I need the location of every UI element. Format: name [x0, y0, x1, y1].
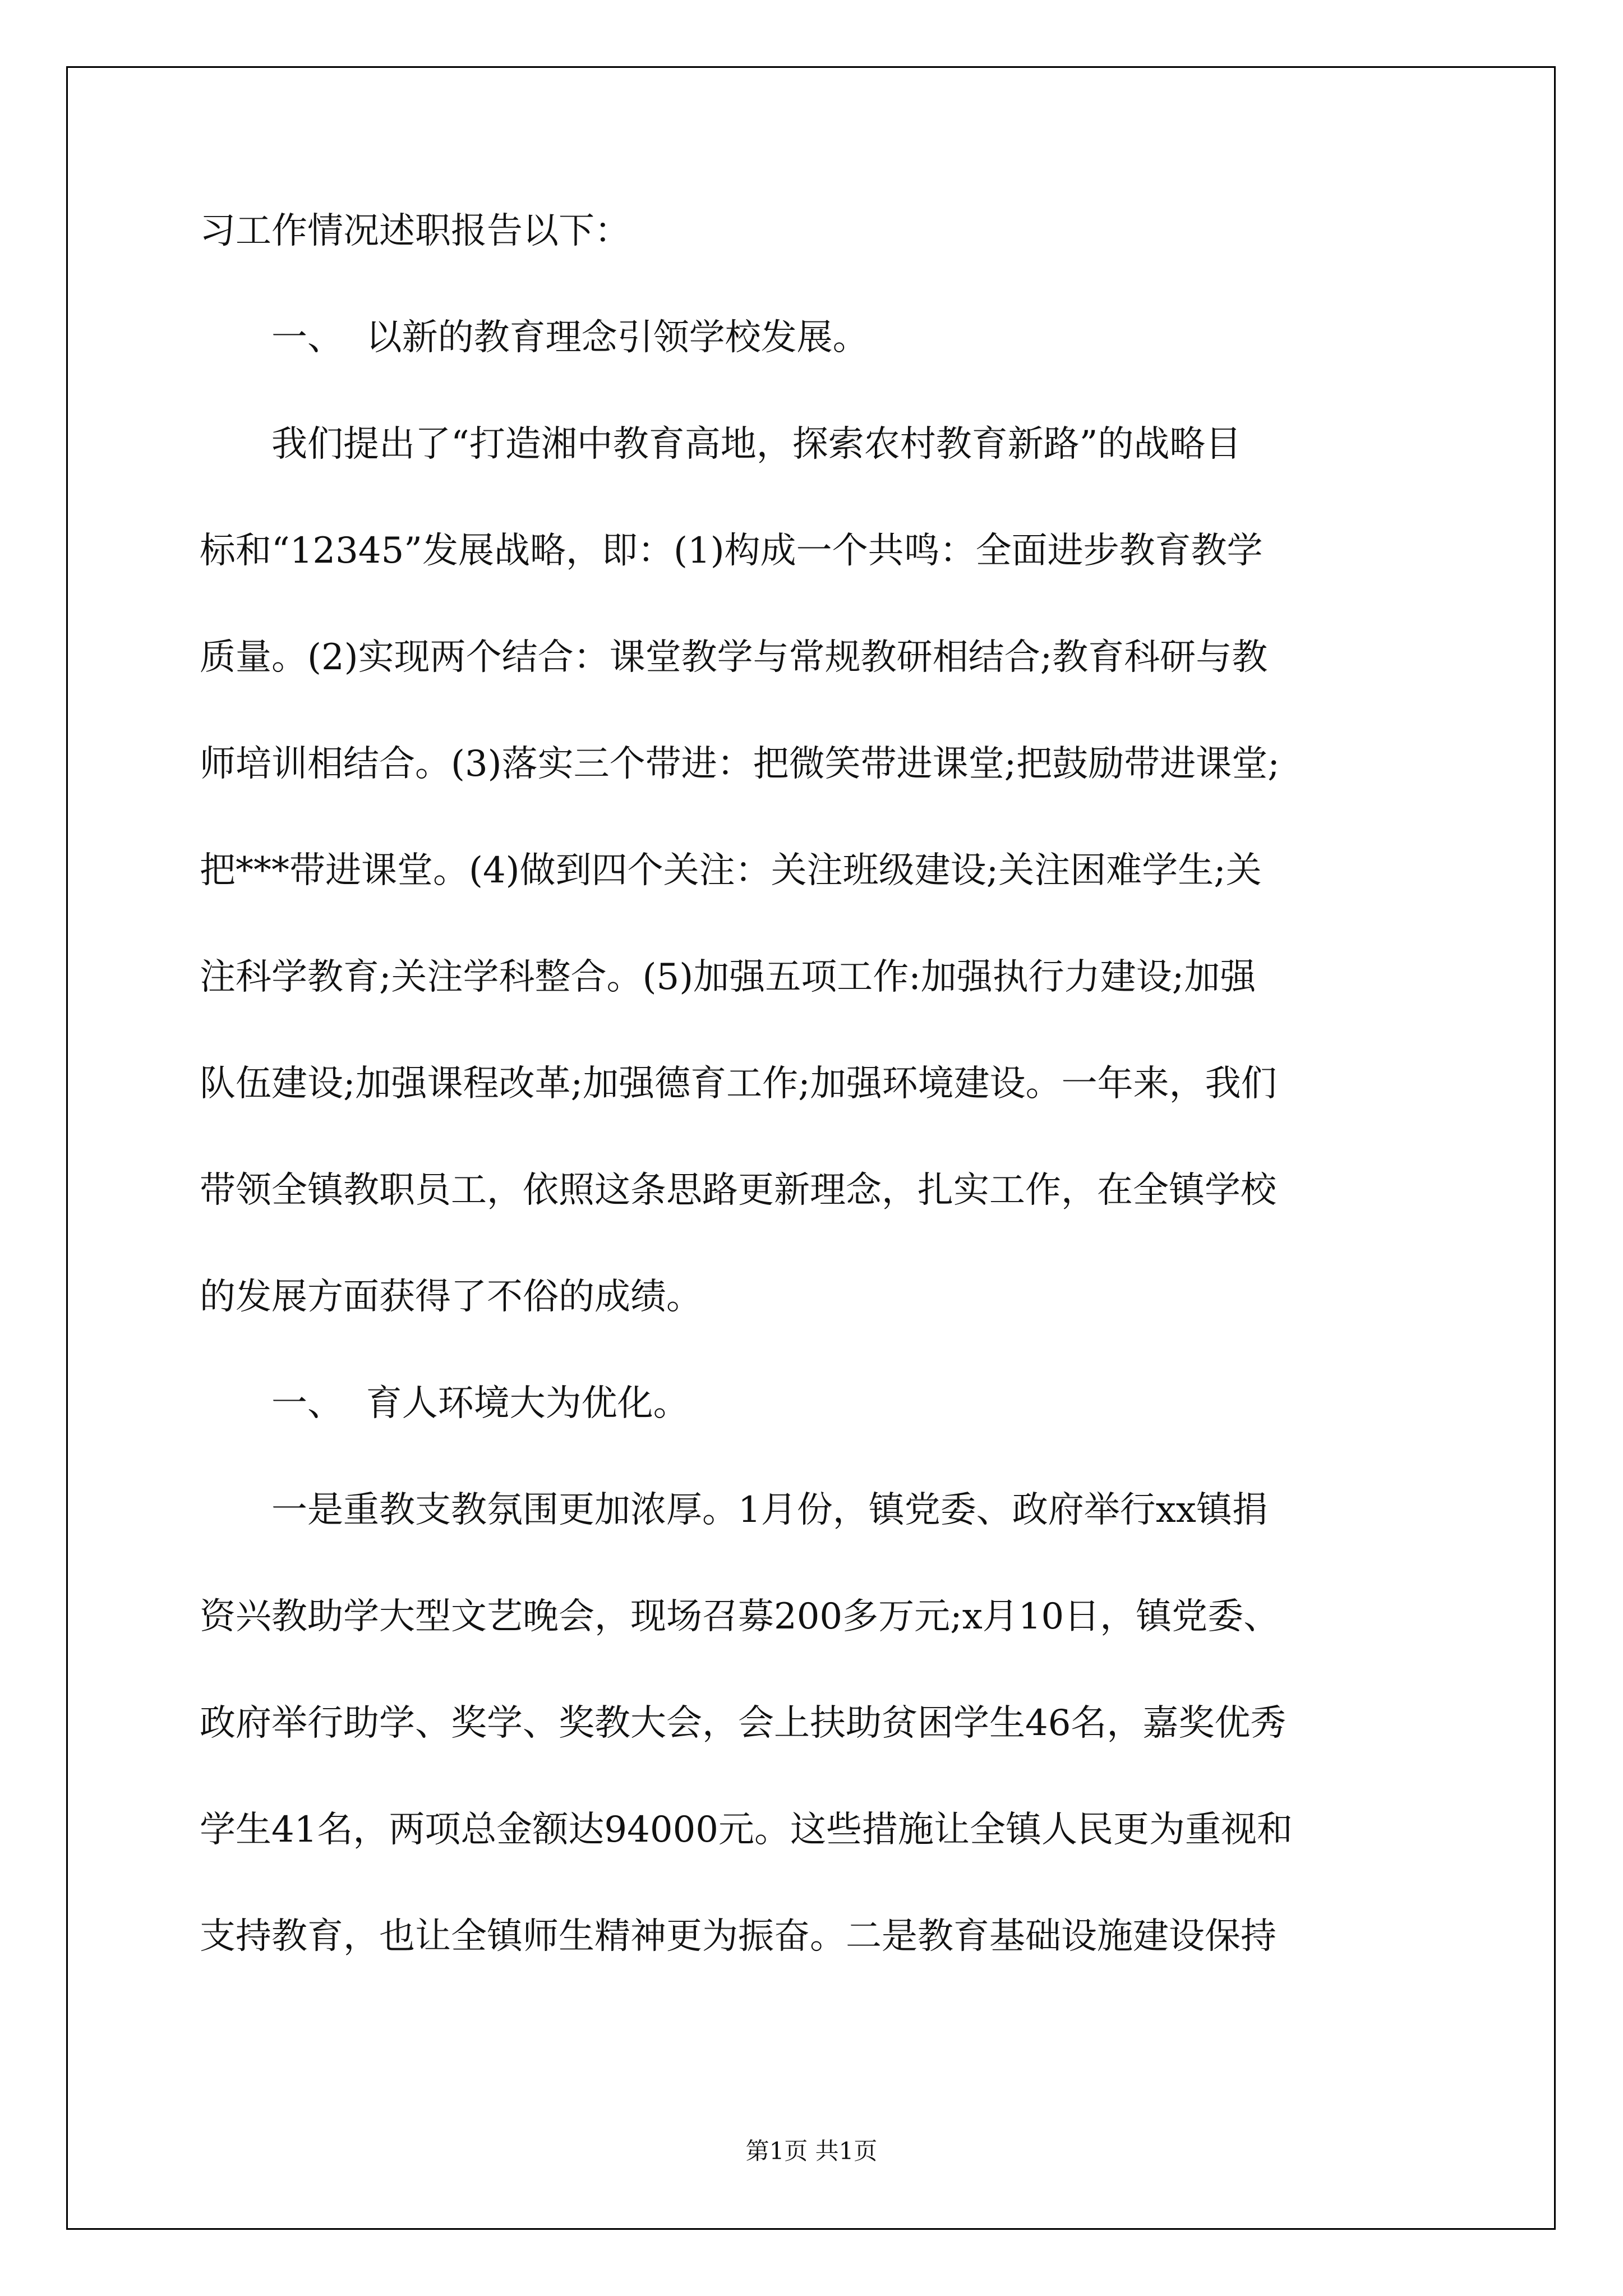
- text-line: 资兴教助学大型文艺晚会，现场召募200多万元;x月10日，镇党委、: [200, 1596, 1280, 1637]
- text-line: 注科学教育;关注学科整合。(5)加强五项工作:加强执行力建设;加强: [200, 956, 1256, 998]
- text-line: 标和“12345”发展战略，即：(1)构成一个共鸣：全面进步教育教学: [200, 530, 1263, 572]
- text-line: 支持教育，也让全镇师生精神更为振奋。二是教育基础设施建设保持: [200, 1916, 1276, 1957]
- text-line: 学生41名，两项总金额达94000元。这些措施让全镇人民更为重视和: [200, 1809, 1293, 1851]
- text-line: 把***带进课堂。(4)做到四个关注：关注班级建设;关注困难学生;关: [200, 850, 1262, 891]
- document-body: [200, 210, 1433, 2025]
- text-line: 政府举行助学、奖学、奖教大会，会上扶助贫困学生46名，嘉奖优秀: [200, 1703, 1287, 1744]
- text-line: 我们提出了“打造湘中教育高地，探索农村教育新路”的战略目: [271, 424, 1242, 465]
- text-line: 一是重教支教氛围更加浓厚。1月份，镇党委、政府举行xx镇捐: [271, 1489, 1268, 1531]
- page-number-footer: 第1页 共1页: [745, 2137, 878, 2165]
- text-line: 质量。(2)实现两个结合：课堂教学与常规教研相结合;教育科研与教: [200, 637, 1268, 678]
- text-line: 带领全镇教职员工，依照这条思路更新理念，扎实工作，在全镇学校: [200, 1170, 1276, 1211]
- section-heading: 一、 以新的教育理念引领学校发展。: [271, 317, 869, 358]
- text-line: 的发展方面获得了不俗的成绩。: [200, 1276, 702, 1318]
- text-line: 队伍建设;加强课程改革;加强德育工作;加强环境建设。一年来，我们: [200, 1063, 1277, 1105]
- text-line: 习工作情况述职报告以下：: [200, 210, 630, 252]
- section-heading: 一、 育人环境大为优化。: [271, 1383, 689, 1424]
- text-line: 师培训相结合。(3)落实三个带进：把微笑带进课堂;把鼓励带进课堂;: [200, 743, 1280, 785]
